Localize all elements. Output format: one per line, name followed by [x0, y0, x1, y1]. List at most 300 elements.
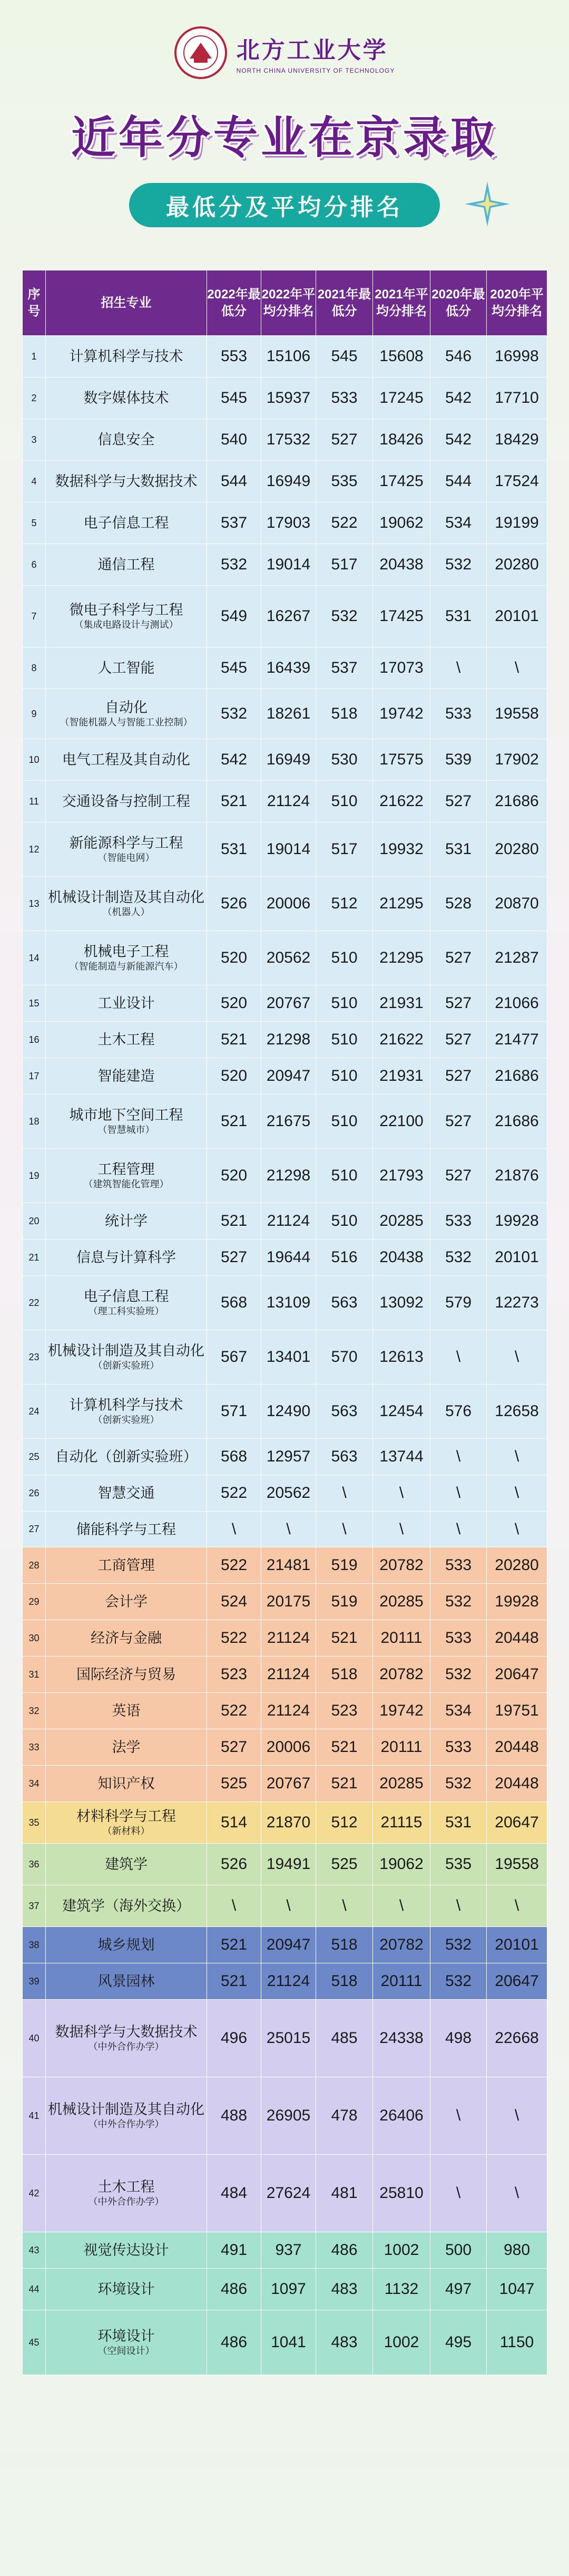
cell-2020-min: 497 — [430, 2269, 487, 2310]
major-name: 微电子科学与工程 — [69, 602, 183, 618]
major-note: （理工科实验班） — [88, 1306, 164, 1316]
cell-2021-min: 510 — [316, 931, 373, 985]
cell-2021-rank: 21622 — [373, 781, 430, 822]
cell-2021-rank: 25810 — [373, 2155, 430, 2232]
row-number: 31 — [23, 1657, 46, 1693]
major-note: （智慧城市） — [97, 1125, 155, 1135]
table-row — [23, 1276, 547, 1330]
cell-2022-rank: 19644 — [261, 1239, 316, 1276]
cell-2021-min: 527 — [316, 419, 373, 461]
cell-2020-rank: 19928 — [487, 1203, 547, 1239]
major-cell — [46, 1657, 207, 1693]
cell-2020-min: \ — [430, 1512, 487, 1547]
major-name: 工程管理 — [97, 1161, 155, 1177]
cell-2022-min: 553 — [207, 336, 261, 377]
major-name: 建筑学（海外交换） — [62, 1898, 190, 1914]
cell-2021-rank: 20111 — [373, 1620, 430, 1657]
cell-2022-min: 537 — [207, 502, 261, 544]
major-name: 计算机科学与技术 — [69, 1397, 183, 1413]
cell-2020-min: \ — [430, 1330, 487, 1384]
row-number: 30 — [23, 1620, 46, 1657]
table-row — [23, 1584, 547, 1620]
row-number: 5 — [23, 502, 46, 544]
page-title: 近年分专业在京录取 — [71, 113, 498, 162]
header-2020-min: 2020年最低分 — [430, 270, 487, 336]
table-row — [23, 1766, 547, 1802]
row-number: 33 — [23, 1729, 46, 1766]
table-row — [23, 1963, 547, 2000]
major-note: （集成电路设计与测试） — [74, 619, 179, 630]
cell-2022-min: 521 — [207, 781, 261, 822]
major-cell — [46, 461, 207, 502]
cell-2022-min: 568 — [207, 1276, 261, 1330]
cell-2020-min: 527 — [430, 781, 487, 822]
cell-2020-rank: 17710 — [487, 377, 547, 419]
cell-2020-rank: 1047 — [487, 2269, 547, 2310]
row-number: 28 — [23, 1547, 46, 1584]
cell-2020-rank: 21686 — [487, 781, 547, 822]
cell-2020-rank: 18429 — [487, 419, 547, 461]
major-cell — [46, 689, 207, 739]
cell-2020-rank: \ — [487, 1439, 547, 1475]
cell-2022-min: 545 — [207, 647, 261, 689]
cell-2021-rank: 20438 — [373, 1239, 430, 1276]
major-cell — [46, 2000, 207, 2077]
major-cell — [46, 1844, 207, 1885]
table-row — [23, 502, 547, 544]
major-note: （智能机器人与智能工业控制） — [60, 717, 193, 728]
cell-2022-min: 540 — [207, 419, 261, 461]
major-cell — [46, 1584, 207, 1620]
cell-2020-min: 546 — [430, 336, 487, 377]
table-row — [23, 985, 547, 1022]
cell-2022-rank: 16949 — [261, 739, 316, 781]
cell-2020-min: 531 — [430, 1802, 487, 1844]
sparkle-icon — [464, 180, 511, 228]
cell-2020-min: 533 — [430, 1729, 487, 1766]
cell-2021-min: 517 — [316, 822, 373, 877]
cell-2022-min: 571 — [207, 1384, 261, 1439]
table-row — [23, 377, 547, 419]
cell-2022-min: 491 — [207, 2232, 261, 2269]
table-row — [23, 336, 547, 377]
cell-2022-rank: 21481 — [261, 1547, 316, 1584]
major-cell — [46, 2269, 207, 2310]
cell-2022-min: \ — [207, 1885, 261, 1927]
major-name: 自动化 — [105, 700, 148, 715]
row-number: 29 — [23, 1584, 46, 1620]
cell-2022-min: 521 — [207, 1022, 261, 1058]
table-row — [23, 1729, 547, 1766]
cell-2021-rank: 20438 — [373, 544, 430, 586]
cell-2022-rank: 18261 — [261, 689, 316, 739]
cell-2020-min: 533 — [430, 689, 487, 739]
row-number: 15 — [23, 985, 46, 1022]
university-name-en: NORTH CHINA UNIVERSITY OF TECHNOLOGY — [236, 67, 395, 74]
header-major: 招生专业 — [46, 270, 207, 336]
cell-2020-min: 498 — [430, 2000, 487, 2077]
table-header-row — [23, 270, 547, 336]
cell-2022-rank: 20947 — [261, 1927, 316, 1963]
cell-2020-rank: 12273 — [487, 1276, 547, 1330]
row-number: 6 — [23, 544, 46, 586]
cell-2021-rank: 21622 — [373, 1022, 430, 1058]
major-name: 统计学 — [105, 1213, 148, 1229]
cell-2021-min: 518 — [316, 689, 373, 739]
table-row — [23, 1475, 547, 1512]
cell-2021-rank: 21793 — [373, 1149, 430, 1203]
cell-2021-min: 510 — [316, 1149, 373, 1203]
major-note: （新材料） — [102, 1826, 150, 1836]
major-cell — [46, 1693, 207, 1729]
cell-2020-rank: \ — [487, 2155, 547, 2232]
cell-2022-min: 488 — [207, 2077, 261, 2155]
cell-2021-rank: 15608 — [373, 336, 430, 377]
cell-2022-min: 523 — [207, 1657, 261, 1693]
cell-2022-rank: 12957 — [261, 1439, 316, 1475]
table-row — [23, 1927, 547, 1963]
cell-2022-rank: 19014 — [261, 544, 316, 586]
row-number: 39 — [23, 1963, 46, 2000]
cell-2020-min: 500 — [430, 2232, 487, 2269]
major-note: （机器人） — [102, 907, 150, 917]
major-name: 智慧交通 — [97, 1485, 155, 1501]
cell-2020-rank: 20448 — [487, 1729, 547, 1766]
cell-2020-min: 576 — [430, 1384, 487, 1439]
cell-2022-rank: 20006 — [261, 877, 316, 931]
cell-2020-min: 495 — [430, 2310, 487, 2375]
major-cell — [46, 2310, 207, 2375]
table-row — [23, 647, 547, 689]
page-subtitle: 最低分及平均分排名 — [129, 183, 440, 227]
cell-2021-min: 518 — [316, 1927, 373, 1963]
cell-2022-rank: 937 — [261, 2232, 316, 2269]
cell-2022-rank: 16949 — [261, 461, 316, 502]
cell-2021-min: 517 — [316, 544, 373, 586]
cell-2021-rank: 21295 — [373, 877, 430, 931]
row-number: 3 — [23, 419, 46, 461]
cell-2021-min: 519 — [316, 1547, 373, 1584]
cell-2020-rank: 17524 — [487, 461, 547, 502]
cell-2021-min: 521 — [316, 1766, 373, 1802]
row-number: 10 — [23, 739, 46, 781]
cell-2021-min: 563 — [316, 1276, 373, 1330]
cell-2020-min: 544 — [430, 461, 487, 502]
cell-2022-rank: 20767 — [261, 1766, 316, 1802]
major-cell — [46, 502, 207, 544]
cell-2020-rank: 20647 — [487, 1802, 547, 1844]
cell-2021-min: \ — [316, 1512, 373, 1547]
major-name: 环境设计 — [97, 2328, 155, 2344]
major-cell — [46, 2155, 207, 2232]
cell-2020-min: 539 — [430, 739, 487, 781]
cell-2020-min: 527 — [430, 1095, 487, 1149]
cell-2021-min: 563 — [316, 1384, 373, 1439]
cell-2021-min: \ — [316, 1885, 373, 1927]
table-row — [23, 544, 547, 586]
cell-2022-rank: 13401 — [261, 1330, 316, 1384]
cell-2022-min: 484 — [207, 2155, 261, 2232]
table-row — [23, 2269, 547, 2310]
table-row — [23, 2310, 547, 2375]
major-name: 数据科学与大数据技术 — [55, 473, 198, 489]
major-name: 电气工程及其自动化 — [62, 752, 190, 768]
cell-2020-min: \ — [430, 1885, 487, 1927]
table-row — [23, 586, 547, 647]
major-name: 自动化（创新实验班） — [55, 1449, 198, 1465]
major-cell — [46, 1802, 207, 1844]
cell-2022-rank: 15937 — [261, 377, 316, 419]
header-2022-rank: 2022年平均分排名 — [261, 270, 316, 336]
cell-2022-min: 526 — [207, 1844, 261, 1885]
major-name: 信息安全 — [97, 432, 155, 448]
cell-2022-min: \ — [207, 1512, 261, 1547]
cell-2021-rank: 1002 — [373, 2232, 430, 2269]
table-row — [23, 1693, 547, 1729]
major-name: 工商管理 — [97, 1557, 155, 1573]
cell-2021-min: 518 — [316, 1657, 373, 1693]
major-cell — [46, 781, 207, 822]
row-number: 23 — [23, 1330, 46, 1384]
row-number: 44 — [23, 2269, 46, 2310]
table-row — [23, 1239, 547, 1276]
cell-2021-min: 486 — [316, 2232, 373, 2269]
cell-2021-rank: 17575 — [373, 739, 430, 781]
cell-2022-rank: 21870 — [261, 1802, 316, 1844]
header-2022-min: 2022年最低分 — [207, 270, 261, 336]
major-cell — [46, 377, 207, 419]
cell-2021-rank: 21931 — [373, 985, 430, 1022]
major-name: 计算机科学与技术 — [69, 348, 183, 364]
cell-2020-rank: 21686 — [487, 1095, 547, 1149]
major-cell — [46, 1384, 207, 1439]
major-name: 土木工程 — [97, 1032, 155, 1048]
cell-2022-rank: 21124 — [261, 781, 316, 822]
cell-2021-rank: 17425 — [373, 461, 430, 502]
cell-2022-rank: 21124 — [261, 1657, 316, 1693]
major-name: 环境设计 — [97, 2281, 155, 2297]
row-number: 42 — [23, 2155, 46, 2232]
major-note: （中外合作办学） — [88, 2119, 164, 2129]
major-cell — [46, 1475, 207, 1512]
university-emblem-icon — [174, 26, 227, 79]
table-row — [23, 877, 547, 931]
major-name: 法学 — [112, 1739, 141, 1755]
cell-2020-min: \ — [430, 647, 487, 689]
major-cell — [46, 1885, 207, 1927]
major-name: 工业设计 — [97, 995, 155, 1011]
major-cell — [46, 1095, 207, 1149]
major-cell — [46, 586, 207, 647]
cell-2020-rank: 20448 — [487, 1620, 547, 1657]
cell-2022-min: 522 — [207, 1693, 261, 1729]
cell-2020-rank: 20101 — [487, 1239, 547, 1276]
admission-table-wrapper — [22, 270, 547, 2375]
cell-2022-min: 525 — [207, 1766, 261, 1802]
cell-2020-rank: \ — [487, 1475, 547, 1512]
cell-2021-min: 563 — [316, 1439, 373, 1475]
cell-2020-min: 535 — [430, 1844, 487, 1885]
row-number: 18 — [23, 1095, 46, 1149]
cell-2021-rank: 22100 — [373, 1095, 430, 1149]
cell-2022-rank: 21298 — [261, 1149, 316, 1203]
cell-2021-min: 533 — [316, 377, 373, 419]
cell-2020-min: 542 — [430, 377, 487, 419]
cell-2022-rank: 1041 — [261, 2310, 316, 2375]
cell-2020-rank: 20647 — [487, 1657, 547, 1693]
cell-2020-rank: 19558 — [487, 1844, 547, 1885]
table-row — [23, 1657, 547, 1693]
cell-2021-min: 521 — [316, 1729, 373, 1766]
cell-2022-rank: 27624 — [261, 2155, 316, 2232]
cell-2020-rank: \ — [487, 1330, 547, 1384]
row-number: 19 — [23, 1149, 46, 1203]
cell-2022-rank: 20562 — [261, 1475, 316, 1512]
cell-2020-rank: 1150 — [487, 2310, 547, 2375]
cell-2021-rank: 20782 — [373, 1927, 430, 1963]
table-row — [23, 1149, 547, 1203]
cell-2021-rank: 1132 — [373, 2269, 430, 2310]
major-cell — [46, 1963, 207, 2000]
cell-2022-rank: 12490 — [261, 1384, 316, 1439]
cell-2021-rank: 13744 — [373, 1439, 430, 1475]
cell-2021-min: 510 — [316, 985, 373, 1022]
major-cell — [46, 1239, 207, 1276]
cell-2022-rank: 17532 — [261, 419, 316, 461]
cell-2021-min: 512 — [316, 877, 373, 931]
cell-2021-min: 510 — [316, 1203, 373, 1239]
major-name: 智能建造 — [97, 1068, 155, 1084]
cell-2022-min: 521 — [207, 1927, 261, 1963]
cell-2021-rank: 18426 — [373, 419, 430, 461]
cell-2022-min: 521 — [207, 1095, 261, 1149]
cell-2020-rank: 19751 — [487, 1693, 547, 1729]
cell-2021-rank: 19742 — [373, 689, 430, 739]
cell-2021-min: 521 — [316, 1620, 373, 1657]
cell-2022-rank: \ — [261, 1512, 316, 1547]
cell-2021-rank: 19062 — [373, 502, 430, 544]
table-row — [23, 1439, 547, 1475]
cell-2020-min: 532 — [430, 544, 487, 586]
cell-2021-rank: 17245 — [373, 377, 430, 419]
major-name: 机械电子工程 — [83, 944, 169, 960]
row-number: 8 — [23, 647, 46, 689]
row-number: 14 — [23, 931, 46, 985]
cell-2020-rank: 21686 — [487, 1058, 547, 1095]
cell-2020-rank: 21876 — [487, 1149, 547, 1203]
cell-2021-rank: 12454 — [373, 1384, 430, 1439]
cell-2022-min: 521 — [207, 1203, 261, 1239]
cell-2020-rank: 16998 — [487, 336, 547, 377]
cell-2020-min: 531 — [430, 586, 487, 647]
major-name: 电子信息工程 — [83, 1289, 169, 1304]
cell-2021-min: 530 — [316, 739, 373, 781]
cell-2020-rank: 20647 — [487, 1963, 547, 2000]
cell-2022-min: 527 — [207, 1729, 261, 1766]
major-cell — [46, 544, 207, 586]
major-note: （创新实验班） — [93, 1360, 160, 1371]
cell-2020-min: 533 — [430, 1547, 487, 1584]
cell-2021-rank: 20782 — [373, 1547, 430, 1584]
cell-2022-rank: 21124 — [261, 1203, 316, 1239]
major-cell — [46, 647, 207, 689]
major-cell — [46, 1729, 207, 1766]
header-2021-min: 2021年最低分 — [316, 270, 373, 336]
cell-2020-min: 533 — [430, 1620, 487, 1657]
major-name: 交通设备与控制工程 — [62, 793, 190, 809]
row-number: 32 — [23, 1693, 46, 1729]
row-number: 24 — [23, 1384, 46, 1439]
cell-2021-rank: 20111 — [373, 1729, 430, 1766]
major-cell — [46, 1512, 207, 1547]
table-row — [23, 1384, 547, 1439]
row-number: 22 — [23, 1276, 46, 1330]
row-number: 37 — [23, 1885, 46, 1927]
cell-2021-rank: 20285 — [373, 1203, 430, 1239]
major-name: 国际经济与贸易 — [76, 1667, 176, 1682]
table-row — [23, 2077, 547, 2155]
major-name: 机械设计制造及其自动化 — [48, 2102, 204, 2117]
table-row — [23, 931, 547, 985]
cell-2020-rank: 20101 — [487, 1927, 547, 1963]
cell-2021-min: 545 — [316, 336, 373, 377]
cell-2021-rank: \ — [373, 1475, 430, 1512]
cell-2022-rank: 1097 — [261, 2269, 316, 2310]
cell-2021-rank: 21115 — [373, 1802, 430, 1844]
cell-2021-min: 483 — [316, 2310, 373, 2375]
header-2020-rank: 2020年平均分排名 — [487, 270, 547, 336]
cell-2021-rank: \ — [373, 1512, 430, 1547]
row-number: 26 — [23, 1475, 46, 1512]
major-name: 数字媒体技术 — [83, 390, 169, 406]
cell-2022-rank: 13109 — [261, 1276, 316, 1330]
university-name-cn: 北方工业大学 — [236, 37, 388, 64]
cell-2020-rank: 20448 — [487, 1766, 547, 1802]
cell-2022-rank: 16267 — [261, 586, 316, 647]
cell-2021-rank: 17425 — [373, 586, 430, 647]
table-row — [23, 1547, 547, 1584]
cell-2022-min: 486 — [207, 2269, 261, 2310]
cell-2020-min: 527 — [430, 931, 487, 985]
cell-2021-min: 525 — [316, 1844, 373, 1885]
cell-2020-min: 527 — [430, 985, 487, 1022]
row-number: 21 — [23, 1239, 46, 1276]
row-number: 41 — [23, 2077, 46, 2155]
major-cell — [46, 739, 207, 781]
cell-2022-rank: 20562 — [261, 931, 316, 985]
cell-2020-rank: 20870 — [487, 877, 547, 931]
cell-2022-min: 522 — [207, 1547, 261, 1584]
cell-2020-min: 531 — [430, 822, 487, 877]
cell-2020-min: 527 — [430, 1149, 487, 1203]
cell-2022-rank: 21675 — [261, 1095, 316, 1149]
cell-2022-min: 544 — [207, 461, 261, 502]
cell-2020-rank: 21066 — [487, 985, 547, 1022]
table-row — [23, 1512, 547, 1547]
table-row — [23, 2155, 547, 2232]
major-cell — [46, 1058, 207, 1095]
major-cell — [46, 1203, 207, 1239]
cell-2020-min: 532 — [430, 1657, 487, 1693]
table-row — [23, 2000, 547, 2077]
cell-2020-min: 532 — [430, 1963, 487, 2000]
cell-2022-rank: \ — [261, 1885, 316, 1927]
major-cell — [46, 1022, 207, 1058]
cell-2021-min: 481 — [316, 2155, 373, 2232]
row-number: 11 — [23, 781, 46, 822]
cell-2021-rank: 20782 — [373, 1657, 430, 1693]
cell-2022-min: 532 — [207, 689, 261, 739]
